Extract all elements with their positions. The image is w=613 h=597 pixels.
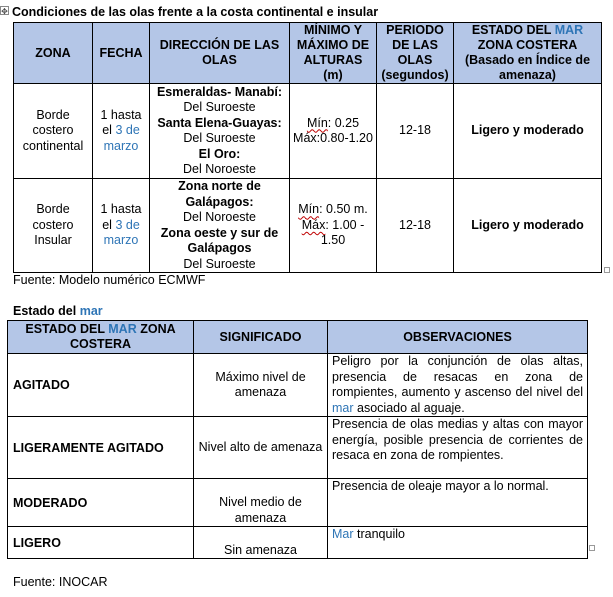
- fecha-pre: 1 hasta el: [100, 202, 142, 232]
- dir-value: Del Suroeste: [183, 256, 256, 271]
- dir-place: Santa Elena-Guayas:: [157, 115, 282, 130]
- fecha-link[interactable]: 3 de marzo: [103, 123, 140, 153]
- fecha-cell: [93, 179, 150, 273]
- dir-value: Del Noroeste: [183, 162, 256, 176]
- fecha-link[interactable]: 3 de marzo: [103, 217, 140, 248]
- header-periodo-l3: OLAS: [397, 53, 433, 67]
- state-row-agitado: [8, 354, 588, 417]
- meaning-cell: Máximo nivel de amenaza: [194, 354, 328, 417]
- header-fecha: FECHA: [93, 23, 150, 84]
- header-estado-mar: MAR: [554, 23, 584, 37]
- state-cell: AGITADO: [8, 354, 194, 417]
- dir-value: Del Suroeste: [183, 131, 256, 145]
- state-row-moderado: [8, 479, 588, 527]
- periodo-cell: 12-18: [377, 179, 454, 273]
- row-end-mark-icon: [589, 545, 595, 551]
- obs-cell: [328, 417, 588, 479]
- section2-title-pre: Estado del: [13, 304, 77, 318]
- header-significado: SIGNIFICADO: [194, 321, 328, 354]
- obs-cell: [328, 527, 588, 559]
- obs-text-post: tranquilo: [357, 527, 405, 541]
- state-cell: LIGERO: [8, 527, 194, 559]
- header-estado-mar: MAR: [108, 322, 137, 336]
- header-direccion: DIRECCIÓN DE LAS OLAS: [150, 23, 290, 84]
- waves-table: [13, 22, 602, 273]
- header-observaciones: OBSERVACIONES: [328, 321, 588, 354]
- fecha-pre: 1 hasta el: [100, 107, 142, 138]
- max-label: Máx: [293, 131, 317, 145]
- min-value: : 0.25: [327, 115, 360, 130]
- min-label: Mín: [298, 202, 320, 217]
- header-estado-pre: ESTADO DEL: [25, 322, 105, 336]
- header-alturas-l3: ALTURAS: [303, 53, 363, 67]
- state-cell: LIGERAMENTE AGITADO: [8, 417, 194, 479]
- header-estado-zona: [8, 321, 194, 354]
- meaning-cell: Sin amenaza: [194, 527, 328, 559]
- state-row-ligero: [8, 527, 588, 559]
- meaning-cell: Nivel alto de amenaza: [194, 417, 328, 479]
- zona-cell: Borde costero continental: [14, 84, 93, 179]
- section2-source: Fuente: INOCAR: [13, 575, 108, 589]
- estado-cell: Ligero y moderado: [454, 179, 602, 273]
- header-alturas: [290, 23, 377, 84]
- obs-mar: mar: [332, 400, 354, 415]
- state-cell: MODERADO: [8, 479, 194, 527]
- fecha-cell: [93, 84, 150, 179]
- dir-place: Zona oeste y sur de Galápagos: [160, 225, 279, 255]
- header-estado-l3: (Basado en Índice de amenaza): [464, 53, 591, 82]
- direccion-cell: [150, 179, 290, 273]
- estado-cell: Ligero y moderado: [454, 84, 602, 179]
- alturas-cell: [290, 84, 377, 179]
- min-label: Mín: [306, 115, 328, 130]
- section2-title: [13, 304, 103, 318]
- alturas-cell: [290, 179, 377, 273]
- obs-text: Presencia de olas medias y altas con mayor energía, posible presencia de corrientes de resaca en zona de rompientes.: [332, 417, 583, 462]
- header-periodo-l1: PERIODO: [386, 23, 444, 37]
- zona-cell: Borde costero Insular: [14, 179, 93, 273]
- row-end-mark-icon: [604, 267, 610, 273]
- periodo-cell: 12-18: [377, 84, 454, 179]
- header-estado: [454, 23, 602, 84]
- header-estado-post: ZONA COSTERA: [69, 322, 176, 351]
- direccion-cell: [150, 84, 290, 179]
- dir-value: Del Noroeste: [183, 210, 256, 224]
- obs-text: Peligro por la conjunción de olas altas, presencia de resacas en zona de rompientes, aumento y ascenso del nivel del: [332, 354, 583, 399]
- dir-place: Zona norte de Galápagos:: [178, 179, 261, 209]
- min-value: : 0.50 m.: [319, 202, 368, 217]
- obs-mar: Mar: [332, 527, 354, 541]
- state-row-ligeramente-agitado: [8, 417, 588, 479]
- header-periodo-l2: DE LAS: [392, 38, 438, 52]
- header-periodo-l4: (segundos): [381, 68, 449, 82]
- section1-source: Fuente: Modelo numérico ECMWF: [13, 273, 206, 287]
- section1-title: Condiciones de las olas frente a la costa continental e insular: [12, 5, 379, 19]
- header-periodo: [377, 23, 454, 84]
- waves-row-insular: [14, 179, 602, 273]
- table-move-handle-icon[interactable]: ✥: [1, 7, 8, 16]
- header-estado-l2: ZONA COSTERA: [477, 38, 578, 52]
- header-alturas-l4: (m): [323, 68, 343, 82]
- meaning-cell: Nivel medio de amenaza: [194, 479, 328, 527]
- obs-text-post: asociado al aguaje.: [357, 400, 465, 415]
- obs-text: Presencia de oleaje mayor a lo normal.: [332, 479, 549, 493]
- waves-row-continental: [14, 84, 602, 179]
- section2-title-mar: mar: [79, 304, 103, 318]
- max-value: : 1.00 - 1.50: [320, 217, 365, 248]
- sea-state-table: [7, 320, 588, 559]
- header-zona: ZONA: [14, 23, 93, 84]
- max-label: Máx: [301, 217, 326, 232]
- header-alturas-l1: MÍNIMO Y: [303, 23, 363, 37]
- obs-cell: [328, 479, 588, 527]
- header-estado-pre: ESTADO DEL: [471, 23, 552, 37]
- waves-header-row: [14, 23, 602, 84]
- obs-cell: [328, 354, 588, 417]
- max-value: :0.80-1.20: [316, 131, 373, 145]
- dir-value: Del Suroeste: [183, 100, 256, 114]
- dir-place: El Oro:: [198, 146, 241, 161]
- state-header-row: [8, 321, 588, 354]
- header-alturas-l2: MÁXIMO DE: [296, 38, 370, 52]
- dir-place: Esmeraldas- Manabí:: [156, 84, 283, 99]
